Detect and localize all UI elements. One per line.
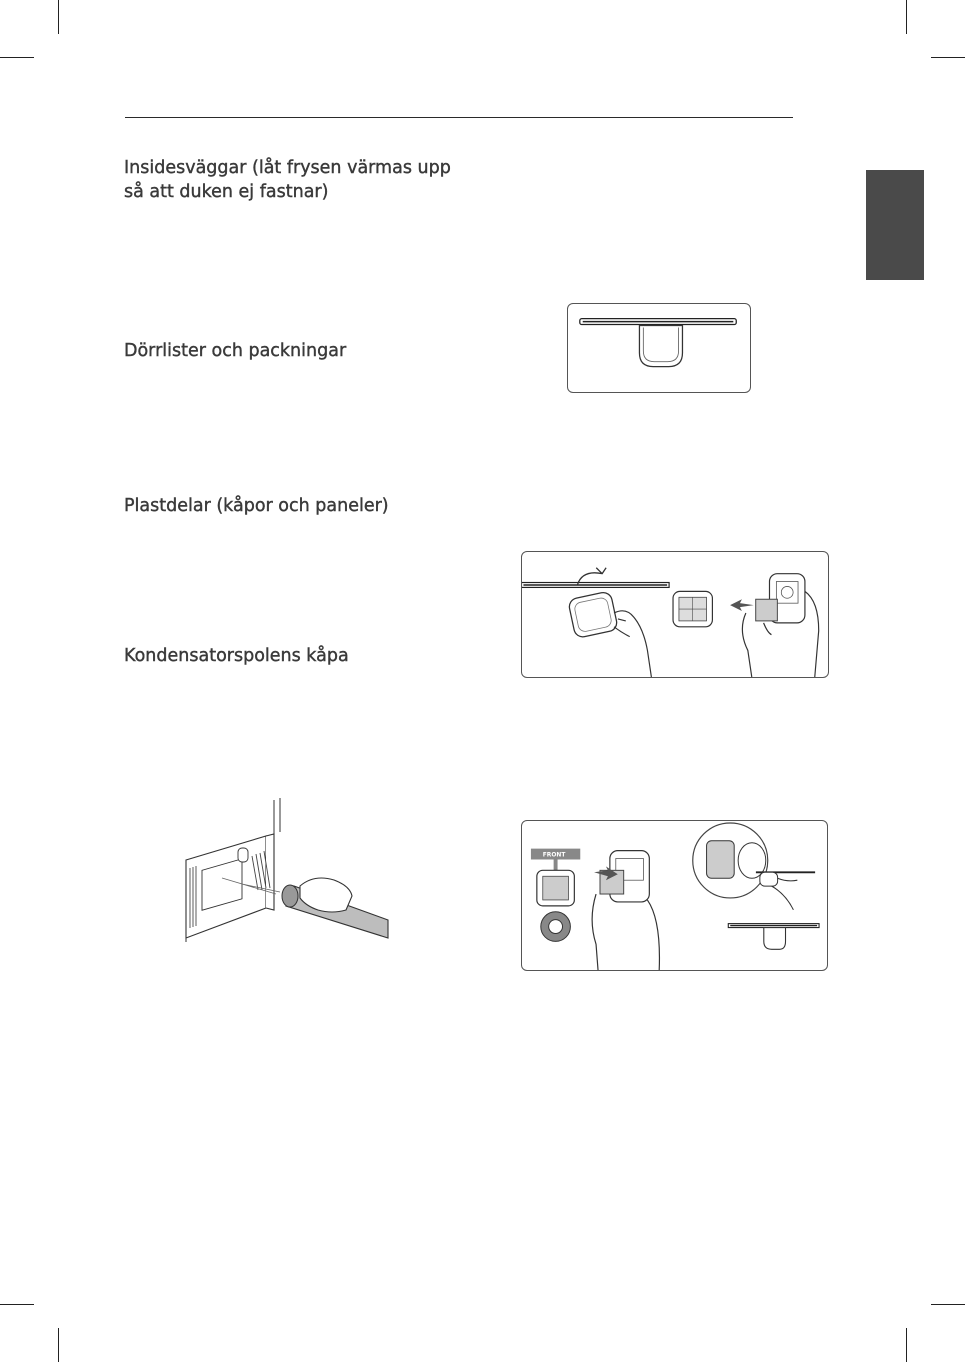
section-heading-door-gaskets: Dörrlister och packningar — [124, 341, 347, 361]
front-label: FRONT — [542, 852, 566, 859]
crop-mark — [906, 1328, 907, 1362]
crop-mark — [58, 0, 59, 34]
crop-mark — [58, 1328, 59, 1362]
filter-install-illustration — [522, 821, 827, 970]
crop-mark — [0, 57, 34, 58]
crop-mark — [906, 0, 907, 34]
figure-filter-removal — [521, 551, 829, 678]
figure-filter-mounted — [567, 303, 751, 393]
figure-condenser-vacuum — [182, 798, 390, 944]
figure-filter-install — [521, 820, 828, 971]
filter-mounted-illustration — [568, 304, 750, 392]
header-rule — [125, 117, 793, 118]
section-heading-plastic-parts: Plastdelar (kåpor och paneler) — [124, 496, 389, 516]
section-heading-condenser-cover: Kondensatorspolens kåpa — [124, 646, 349, 666]
crop-mark — [931, 57, 965, 58]
filter-removal-illustration — [522, 552, 828, 677]
crop-mark — [931, 1304, 965, 1305]
chapter-tab — [866, 170, 924, 280]
crop-mark — [0, 1304, 34, 1305]
section-heading-inside-walls: Insidesväggar (låt frysen värmas upp så att duken ej fastnar) — [124, 158, 451, 202]
condenser-vacuum-illustration — [182, 798, 390, 944]
